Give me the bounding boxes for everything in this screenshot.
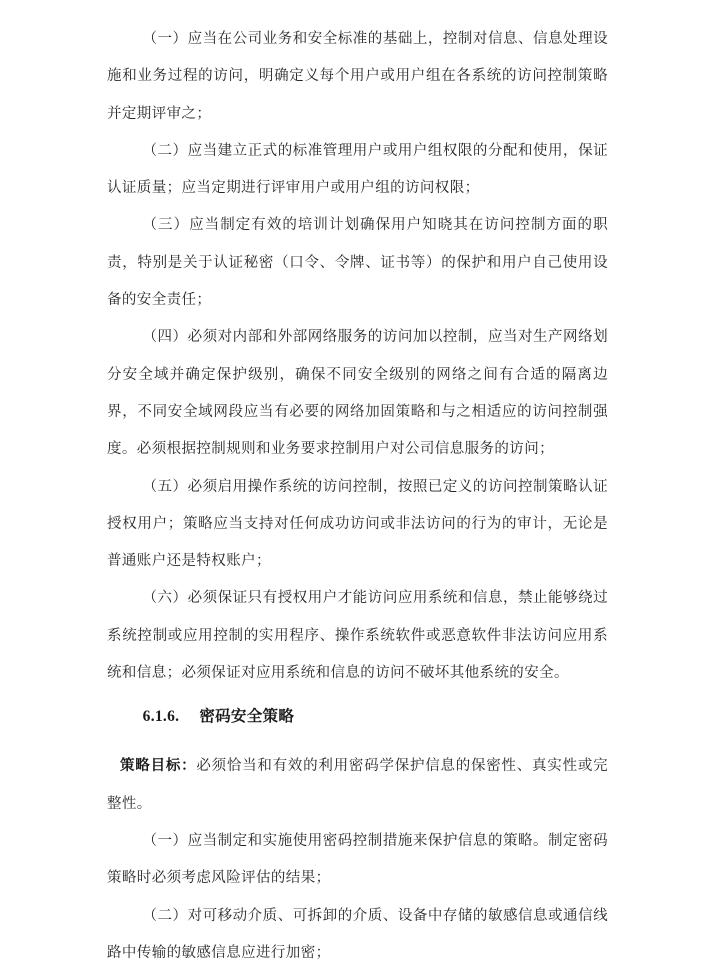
body-paragraph: （三）应当制定有效的培训计划确保用户知晓其在访问控制方面的职责，特别是关于认证秘密（口令、令牌、证书等）的保护和用户自己使用设备的安全责任；	[107, 217, 608, 309]
body-paragraph: （一）应当在公司业务和安全标准的基础上，控制对信息、信息处理设施和业务过程的访问，明确定义每个用户或用户组在各系统的访问控制策略并定期评审之；	[107, 31, 608, 122]
policy-objective-paragraph	[107, 748, 608, 823]
body-paragraph: （五）必须启用操作系统的访问控制，按照已定义的访问控制策略认证授权用户；策略应当支持对任何成功访问或非法访问的行为的审计，无论是普通账户还是特权账户；	[107, 478, 608, 570]
document-body	[107, 21, 608, 972]
body-paragraph: （一）应当制定和实施使用密码控制措施来保护信息的策略。制定密码策略时必须考虑风险评估的结果；	[107, 832, 608, 887]
body-paragraph: （六）必须保证只有授权用户才能访问应用系统和信息，禁止能够绕过系统控制或应用控制的实用程序、操作系统软件或恶意软件非法访问应用系统和信息；必须保证对应用系统和信息的访问不破坏其他系统的安全。	[107, 590, 608, 682]
policy-objective-text: 必须恰当和有效的利用密码学保护信息的保密性、真实性或完整性。	[107, 758, 608, 812]
section-heading-title: 密码安全策略	[199, 708, 295, 726]
body-paragraph: （二）对可移动介质、可拆卸的介质、设备中存储的敏感信息或通信线路中传输的敏感信息应进行加密；	[107, 907, 608, 961]
body-paragraph: （二）应当建立正式的标准管理用户或用户组权限的分配和使用，保证认证质量；应当定期进行评审用户或用户组的访问权限；	[107, 142, 608, 197]
section-heading-number: 6.1.6.	[142, 708, 180, 726]
body-paragraph: （四）必须对内部和外部网络服务的访问加以控制，应当对生产网络划分安全域并确定保护级别，确保不同安全级别的网络之间有合适的隔离边界，不同安全域网段应当有必要的网络加固策略和与之相适应的访问控制强度。必须根据控制规则和业务要求控制用户对公司信息服务的访问；	[107, 329, 608, 458]
policy-objective-label: 策略目标：	[120, 758, 197, 775]
section-heading	[107, 702, 608, 732]
